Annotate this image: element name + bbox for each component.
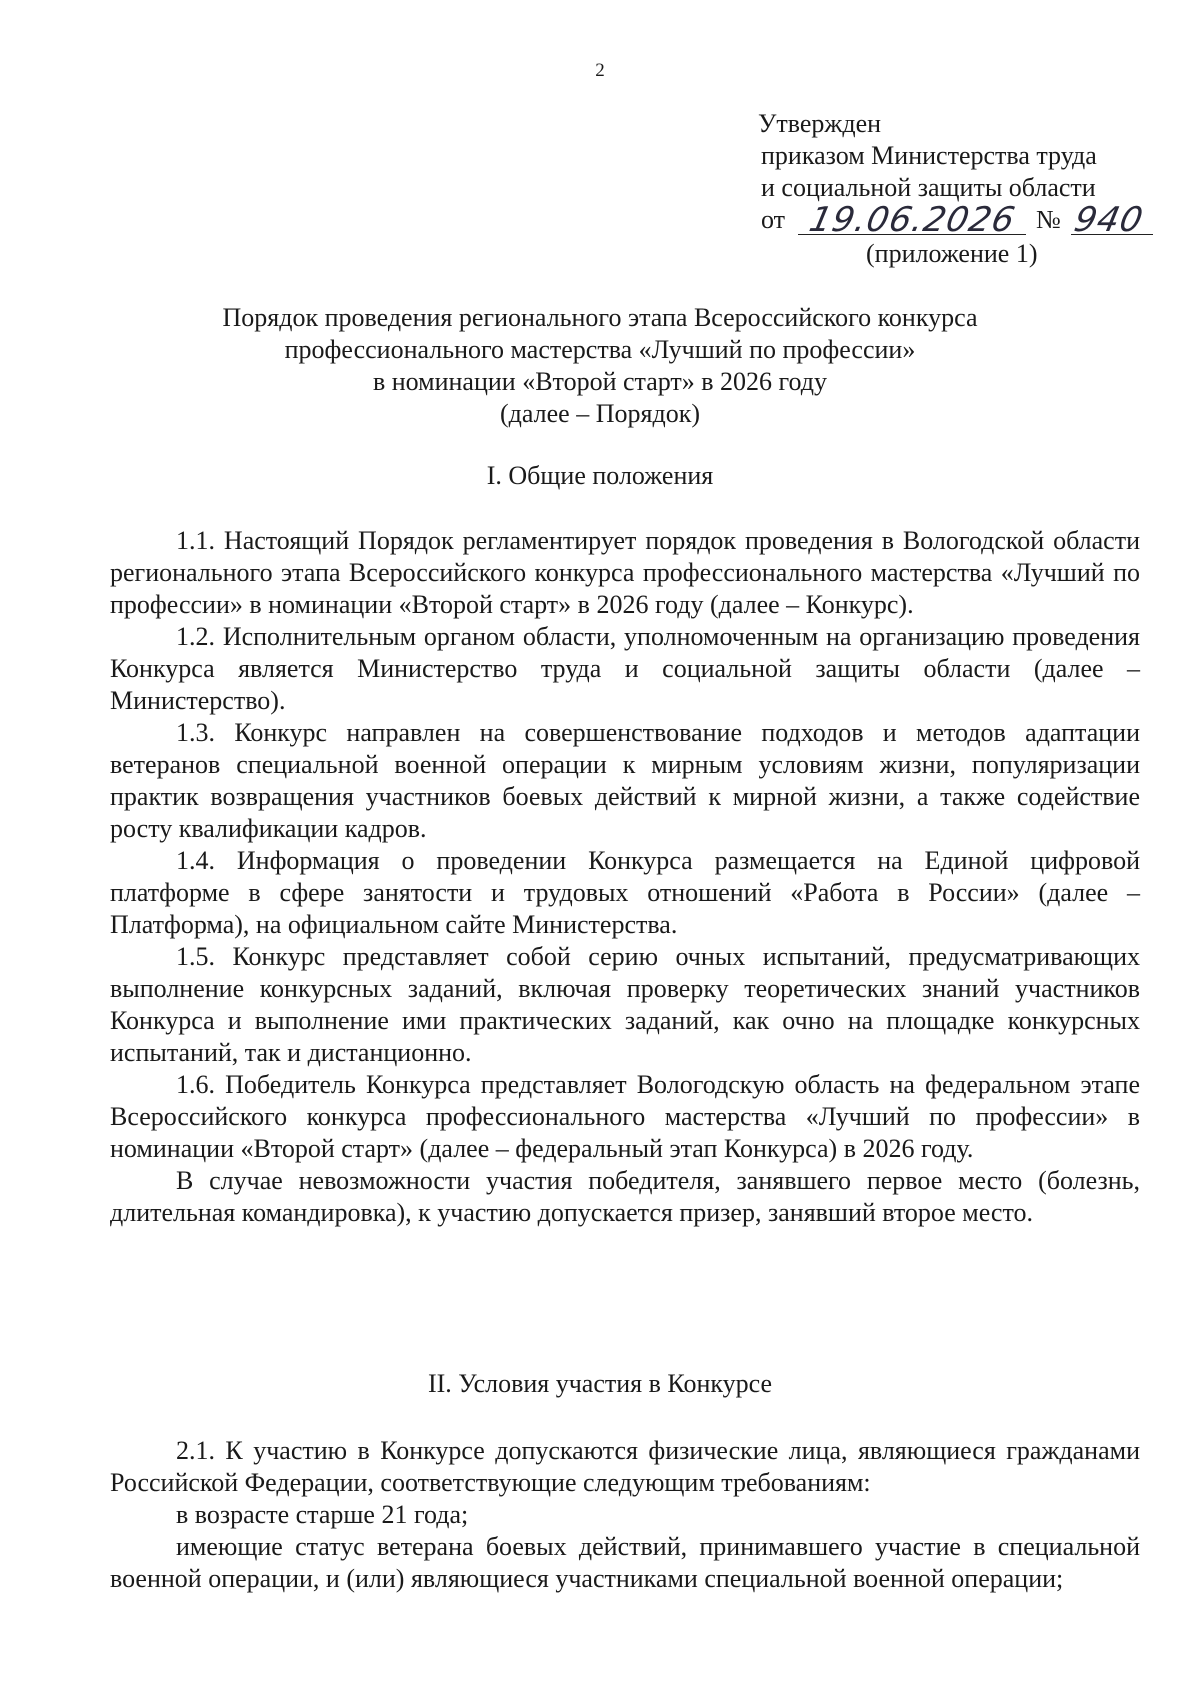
appendix-label: (приложение 1) xyxy=(866,239,1038,268)
paragraph-1-4: 1.4. Информация о проведении Конкурса размещается на Единой цифровой платформе в сфере занятости и трудовых отношений «Работа в России» (далее – Платформа), на официальном сайте Министерства. xyxy=(110,846,1140,939)
date-field xyxy=(798,200,1026,240)
paragraph-2-1-age: в возрасте старше 21 года; xyxy=(176,1500,469,1529)
title-line-1: Порядок проведения регионального этапа Всероссийского конкурса xyxy=(222,303,978,332)
paragraph-1-5: 1.5. Конкурс представляет собой серию очных испытаний, предусматривающих выполнение конкурсных заданий, включая проверку теоретических знаний участников Конкурса и выполнение ими практических заданий, как очно на площадке конкурсных испытаний, так и дистанционно. xyxy=(110,942,1140,1067)
number-field xyxy=(1070,200,1153,240)
handwritten-date: 19.06.2026 xyxy=(805,200,1019,240)
section-2-body xyxy=(110,1435,1140,1595)
paragraph-1-6-note: В случае невозможности участия победителя, занявшего первое место (болезнь, длительная командировка), к участию допускается призер, занявший второе место. xyxy=(110,1166,1140,1227)
number-label: № xyxy=(1036,205,1061,234)
approval-line-3: и социальной защиты области xyxy=(761,173,1096,202)
paragraph-1-6: 1.6. Победитель Конкурса представляет Вологодскую область на федеральном этапе Всероссийского конкурса профессионального мастерства «Лучший по профессии» в номинации «Второй старт» (далее – федеральный этап Конкурса) в 2026 году. xyxy=(110,1070,1140,1163)
section-1-heading: I. Общие положения xyxy=(486,461,714,490)
paragraph-2-1: 2.1. К участию в Конкурсе допускаются физические лица, являющиеся гражданами Российской Федерации, соответствующие следующим требованиям: xyxy=(110,1436,1140,1497)
document-title xyxy=(60,302,1140,430)
title-line-3: в номинации «Второй старт» в 2026 году xyxy=(372,367,828,396)
title-line-2: профессионального мастерства «Лучший по профессии» xyxy=(284,335,916,364)
section-2-heading: II. Условия участия в Конкурсе xyxy=(427,1369,773,1398)
section-1-body xyxy=(110,525,1140,1229)
handwritten-number: 940 xyxy=(1070,200,1148,240)
title-line-4: (далее – Порядок) xyxy=(500,399,700,428)
approval-block xyxy=(758,108,1178,270)
paragraph-1-2: 1.2. Исполнительным органом области, уполномоченным на организацию проведения Конкурса является Министерство труда и социальной защиты области (далее – Министерство). xyxy=(110,622,1140,715)
paragraph-2-1-status: имеющие статус ветерана боевых действий, принимавшего участие в специальной военной операции, и (или) являющиеся участниками специальной военной операции; xyxy=(110,1532,1140,1593)
approval-line-1: Утвержден xyxy=(758,109,882,138)
approval-date-line xyxy=(758,200,1178,240)
approval-line-2: приказом Министерства труда xyxy=(761,141,1097,170)
paragraph-1-3: 1.3. Конкурс направлен на совершенствование подходов и методов адаптации ветеранов специальной военной операции к мирным условиям жизни, популяризации практик возвращения участников боевых действий к мирной жизни, а также содействие росту квалификации кадров. xyxy=(110,718,1140,843)
paragraph-1-1: 1.1. Настоящий Порядок регламентирует порядок проведения в Вологодской области регионального этапа Всероссийского конкурса профессионального мастерства «Лучший по профессии» в номинации «Второй старт» в 2026 году (далее – Конкурс). xyxy=(110,526,1140,619)
from-label: от xyxy=(761,205,786,234)
page-number: 2 xyxy=(595,60,605,81)
